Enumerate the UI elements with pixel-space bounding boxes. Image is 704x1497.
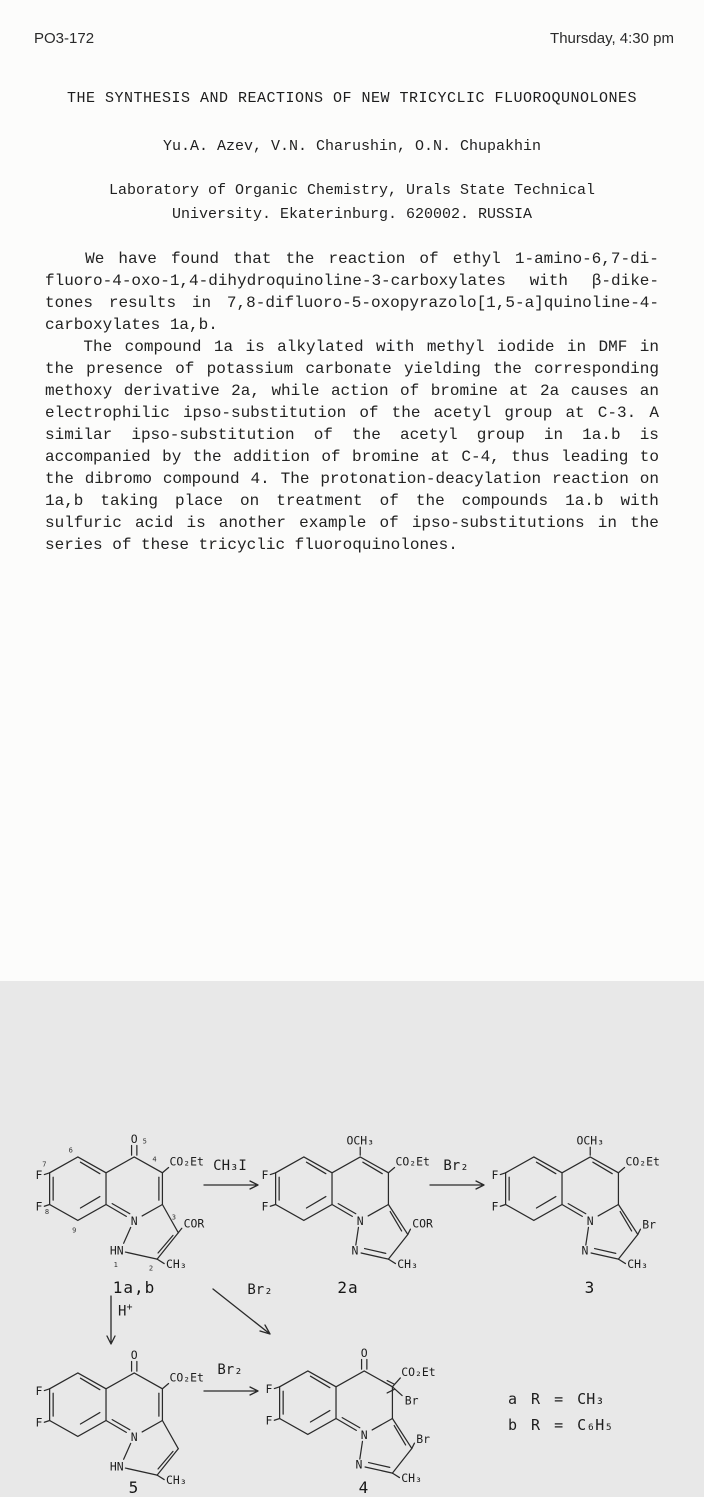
atom-fluorine-8: F (491, 1199, 499, 1214)
legend-line-a: a R = CH₃ (508, 1390, 605, 1408)
atom-nitrogen-junction: N (356, 1213, 364, 1228)
bond-lines (274, 1359, 414, 1477)
compound-label-4: 4 (358, 1478, 370, 1497)
group-co2et: CO₂Et (169, 1370, 204, 1385)
reagent-label-br2-2: Br₂ (217, 1362, 243, 1378)
group-ch3: CH₃ (397, 1256, 418, 1271)
position-number-1: 1 (113, 1260, 118, 1270)
group-ch3: CH₃ (401, 1470, 422, 1485)
bond-lines (500, 1147, 640, 1263)
atom-fluorine-7: F (265, 1381, 273, 1396)
body-line: fluoro-4-oxo-1,4-dihydroquinoline-3-carboxylates with β-dike- (45, 272, 659, 290)
compound-label-5: 5 (128, 1478, 140, 1497)
atom-fluorine-8: F (265, 1413, 273, 1428)
atom-oxygen: O (360, 1345, 368, 1360)
atom-oxygen: O (130, 1131, 138, 1146)
structure-4-drawing (262, 1345, 440, 1489)
compound-label-2a: 2a (337, 1278, 359, 1297)
body-line: the dibromo compound 4. The protonation-deacylation reaction on (45, 470, 659, 488)
body-line: The compound 1a is alkylated with methyl iodide in DMF in (83, 338, 659, 356)
reaction-scheme (0, 560, 704, 1497)
abstract-body (45, 250, 659, 558)
affiliation-line-2: University. Ekaterinburg. 620002. RUSSIA (171, 206, 533, 223)
body-line: 1a,b taking place on treatment of the compounds 1a.b with (45, 492, 659, 510)
affiliation-line-1: Laboratory of Organic Chemistry, Urals State Technical (108, 182, 596, 199)
compound-label-3: 3 (584, 1278, 596, 1297)
atom-bromine-3: Br (642, 1217, 656, 1232)
position-number-6: 6 (68, 1145, 73, 1155)
compound-label-1ab: 1a,b (112, 1278, 156, 1297)
position-number-5: 5 (142, 1136, 147, 1146)
reagent-label-ch3i: CH₃I (213, 1158, 247, 1174)
body-line: sulfuric acid is another example of ipso-substitutions in the (45, 514, 659, 532)
session-code: PO3-172 (34, 30, 95, 47)
group-cor: COR (183, 1216, 205, 1231)
atom-nitrogen-1: N (355, 1457, 363, 1472)
position-number-4: 4 (152, 1154, 157, 1164)
atom-bromine-4: Br (404, 1393, 419, 1408)
atom-fluorine-7: F (35, 1383, 43, 1398)
reaction-arrow-right-3 (202, 1384, 262, 1398)
legend-line-b: b R = C₆H₅ (508, 1416, 614, 1434)
reaction-arrow-right-2 (428, 1178, 488, 1192)
body-line: similar ipso-substitution of the acetyl group in 1a.b is (45, 426, 659, 444)
group-ch3: CH₃ (165, 1256, 187, 1271)
atom-nitrogen-1: N (581, 1243, 589, 1258)
page-header (34, 30, 674, 47)
atom-nitrogen-junction: N (360, 1427, 368, 1442)
structure-2a-drawing (258, 1134, 436, 1275)
atom-fluorine-7: F (491, 1167, 499, 1182)
group-ch3: CH₃ (627, 1256, 648, 1271)
position-number-2: 2 (148, 1263, 154, 1273)
reaction-arrow-down (104, 1294, 118, 1350)
atom-bromine-3: Br (416, 1432, 430, 1447)
position-number-9: 9 (72, 1225, 77, 1235)
atom-oxygen: O (130, 1347, 138, 1362)
group-co2et: CO₂Et (395, 1154, 430, 1169)
paper-authors: Yu.A. Azev, V.N. Charushin, O.N. Chupakhin (162, 138, 542, 155)
body-line: methoxy derivative 2a, while action of bromine at 2a causes an (45, 382, 659, 400)
atom-nitrogen-junction: N (130, 1429, 138, 1444)
atom-fluorine-8: F (35, 1415, 43, 1430)
atom-fluorine-7: F (35, 1167, 43, 1182)
r-group-legend (508, 1386, 613, 1438)
reagent-label-br2-1: Br₂ (443, 1158, 469, 1174)
body-line: series of these tricyclic fluoroquinolones. (45, 536, 458, 554)
group-co2et: CO₂Et (169, 1154, 204, 1169)
structure-3-drawing (488, 1134, 666, 1275)
position-number-8: 8 (44, 1207, 50, 1217)
reagent-label-hplus: H+ (118, 1302, 133, 1320)
body-line: We have found that the reaction of ethyl 1-amino-6,7-di- (85, 250, 659, 268)
body-line: electrophilic ipso-substitution of the acetyl group at C-3. A (45, 404, 659, 422)
structure-1ab-drawing (32, 1131, 210, 1275)
atom-fluorine-8: F (261, 1199, 269, 1214)
atom-fluorine-7: F (261, 1167, 269, 1182)
bond-lines (270, 1147, 410, 1263)
group-och3: OCH₃ (576, 1133, 604, 1148)
group-ch3: CH₃ (165, 1472, 187, 1487)
group-och3: OCH₃ (346, 1133, 374, 1148)
atom-nh: HN (109, 1459, 124, 1474)
reagent-label-br2-diagonal: Br₂ (247, 1282, 273, 1298)
body-line: accompanied by the addition of bromine at C-4, thus leading to (45, 448, 659, 466)
group-co2et: CO₂Et (401, 1365, 436, 1380)
body-line: the presence of potassium carbonate yielding the corresponding (45, 360, 659, 378)
reaction-arrow-right-1 (202, 1178, 262, 1192)
reaction-arrow-diagonal (210, 1286, 278, 1342)
body-line: tones results in 7,8-difluoro-5-oxopyrazolo[1,5-a]quinoline-4- (45, 294, 659, 312)
atom-nh: HN (109, 1243, 124, 1258)
group-co2et: CO₂Et (625, 1154, 660, 1169)
paper-title: THE SYNTHESIS AND REACTIONS OF NEW TRICYCLIC FLUOROQUNOLONES (66, 90, 638, 107)
atom-nitrogen-1: N (351, 1243, 359, 1258)
atom-fluorine-8: F (35, 1199, 43, 1214)
session-time: Thursday, 4:30 pm (550, 30, 674, 47)
structure-5-drawing (32, 1347, 210, 1491)
position-number-3: 3 (171, 1212, 176, 1222)
body-line: carboxylates 1a,b. (45, 316, 218, 334)
position-number-7: 7 (42, 1159, 47, 1169)
atom-nitrogen-junction: N (586, 1213, 594, 1228)
group-cor: COR (412, 1216, 433, 1231)
atom-nitrogen-junction: N (130, 1213, 138, 1228)
